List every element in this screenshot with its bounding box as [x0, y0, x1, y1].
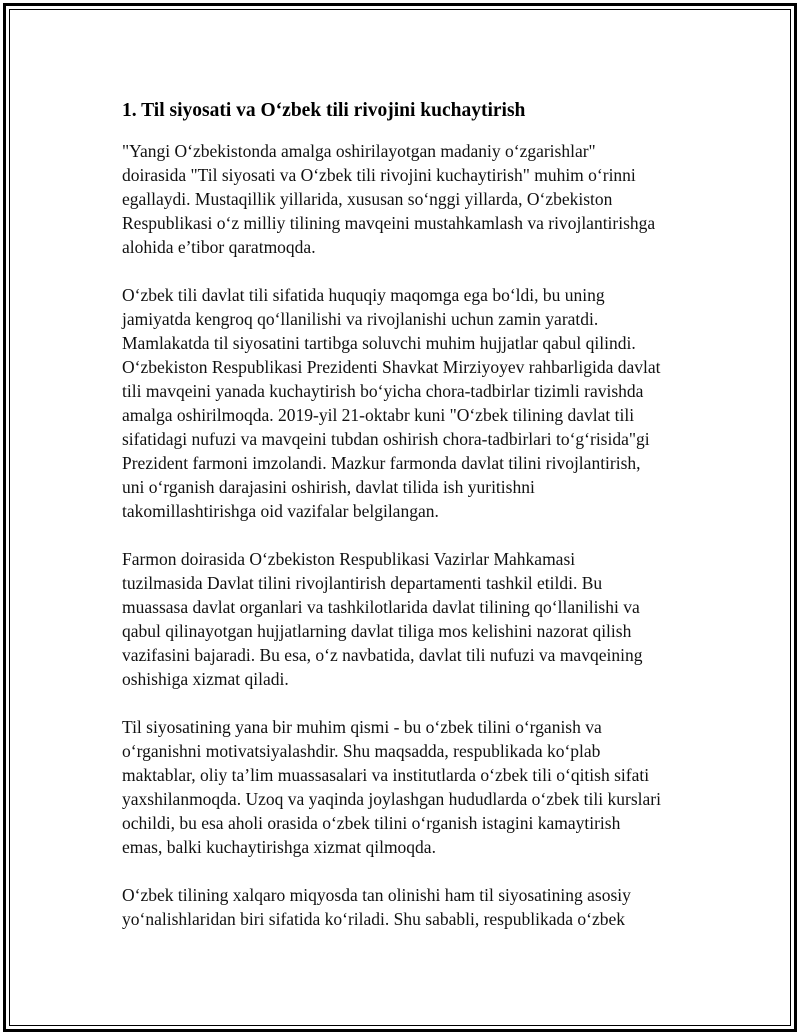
text-line: ochildi, bu esa aholi orasida o‘zbek tilini o‘rganish istagini kamaytirish — [122, 813, 621, 833]
text-line: yaxshilanmoqda. Uzoq va yaqinda joylashgan hududlarda o‘zbek tili kurslari — [122, 789, 661, 809]
text-line: emas, balki kuchaytirishga xizmat qilmoqda. — [122, 837, 436, 857]
body-text — [122, 139, 702, 931]
paragraph — [122, 883, 702, 931]
paragraph — [122, 715, 702, 859]
text-line: O‘zbek tilining xalqaro miqyosda tan olinishi ham til siyosatining asosiy — [122, 885, 631, 905]
section-heading: 1. Til siyosati va O‘zbek tili rivojini kuchaytirish — [122, 100, 526, 121]
text-line: Mamlakatda til siyosatini tartibga soluvchi muhim hujjatlar qabul qilindi. — [122, 333, 636, 353]
text-line: Til siyosatining yana bir muhim qismi - bu o‘zbek tilini o‘rganish va — [122, 717, 602, 737]
text-line: muassasa davlat organlari va tashkilotlarida davlat tilining qo‘llanilishi va — [122, 597, 640, 617]
text-line: "Yangi O‘zbekistonda amalga oshirilayotgan madaniy o‘zgarishlar" — [122, 141, 596, 161]
text-line: yo‘nalishlaridan biri sifatida ko‘riladi. Shu sababli, respublikada o‘zbek — [122, 909, 625, 929]
text-line: O‘zbek tili davlat tili sifatida huquqiy maqomga ega bo‘ldi, bu uning — [122, 285, 605, 305]
text-line: Farmon doirasida O‘zbekiston Respublikasi Vazirlar Mahkamasi — [122, 549, 576, 569]
text-line: vazifasini bajaradi. Bu esa, o‘z navbatida, davlat tili nufuzi va mavqeining — [122, 645, 643, 665]
text-line: jamiyatda kengroq qo‘llanilishi va rivojlanishi uchun zamin yaratdi. — [122, 309, 599, 329]
text-line: uni o‘rganish darajasini oshirish, davlat tilida ish yuritishni — [122, 477, 535, 497]
page-frame — [3, 3, 797, 1032]
text-line: tuzilmasida Davlat tilini rivojlantirish departamenti tashkil etildi. Bu — [122, 573, 603, 593]
text-line: takomillashtirishga oid vazifalar belgilangan. — [122, 501, 439, 521]
text-line: egallaydi. Mustaqillik yillarida, xususan so‘nggi yillarda, O‘zbekiston — [122, 189, 613, 209]
text-line: oshishiga xizmat qiladi. — [122, 669, 289, 689]
text-line: tili mavqeini yanada kuchaytirish bo‘yicha chora-tadbirlar tizimli ravishda — [122, 381, 644, 401]
text-line: alohida e’tibor qaratmoqda. — [122, 237, 316, 257]
text-line: Respublikasi o‘z milliy tilining mavqeini mustahkamlash va rivojlantirishga — [122, 213, 656, 233]
page-content — [122, 98, 702, 931]
text-line: qabul qilinayotgan hujjatlarning davlat tiliga mos kelishini nazorat qilish — [122, 621, 632, 641]
paragraph — [122, 139, 702, 259]
text-line: maktablar, oliy ta’lim muassasalari va institutlarda o‘zbek tili o‘qitish sifati — [122, 765, 650, 785]
text-line: amalga oshirilmoqda. 2019-yil 21-oktabr kuni "O‘zbek tilining davlat tili — [122, 405, 635, 425]
paragraph — [122, 283, 702, 523]
text-line: O‘zbekiston Respublikasi Prezidenti Shavkat Mirziyoyev rahbarligida davlat — [122, 357, 661, 377]
text-line: doirasida "Til siyosati va O‘zbek tili rivojini kuchaytirish" muhim o‘rinni — [122, 165, 636, 185]
text-line: o‘rganishni motivatsiyalashdir. Shu maqsadda, respublikada ko‘plab — [122, 741, 601, 761]
paragraph — [122, 547, 702, 691]
text-line: sifatidagi nufuzi va mavqeini tubdan oshirish chora-tadbirlari to‘g‘risida"gi — [122, 429, 650, 449]
text-line: Prezident farmoni imzolandi. Mazkur farmonda davlat tilini rivojlantirish, — [122, 453, 641, 473]
